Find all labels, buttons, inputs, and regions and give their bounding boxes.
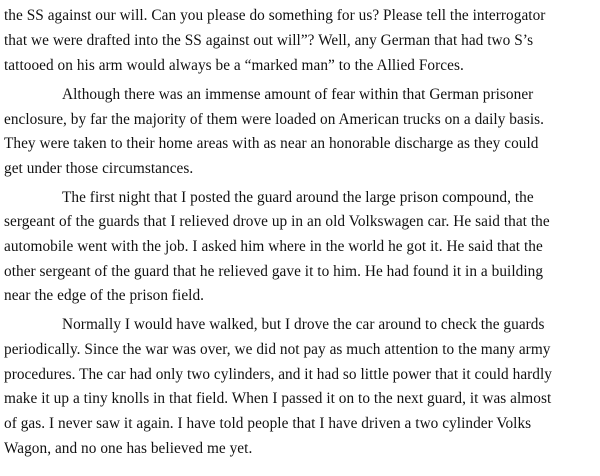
text-line: Although there was an immense amount of fear within that German prisoner (62, 86, 534, 103)
text-line: They were taken to their home areas with as near an honorable discharge as they could (4, 135, 539, 152)
text-line: other sergeant of the guard that he relieved gave it to him. He had found it in a building (4, 263, 544, 280)
text-line: Wagon, and no one has believed me yet. (4, 440, 253, 457)
text-line: The first night that I posted the guard around the large prison compound, the (62, 189, 534, 206)
text-line: that we were drafted into the SS against out will”? Well, any German that had two S’s (4, 32, 534, 49)
text-line: sergeant of the guards that I relieved drove up in an old Volkswagen car. He said that the (4, 213, 550, 230)
text-line: enclosure, by far the majority of them were loaded on American trucks on a daily basis. (4, 111, 544, 128)
text-line: procedures. The car had only two cylinders, and it had so little power that it could hardly (4, 366, 553, 383)
text-line: Normally I would have walked, but I drove the car around to check the guards (62, 316, 545, 333)
text-line: tattooed on his arm would always be a “marked man” to the Allied Forces. (4, 57, 464, 74)
text-line: automobile went with the job. I asked him where in the world he got it. He said that the (4, 238, 543, 255)
text-line: get under those circumstances. (4, 160, 194, 177)
text-line: periodically. Since the war was over, we did not pay as much attention to the many army (4, 341, 551, 358)
text-line: the SS against our will. Can you please do something for us? Please tell the interrogator (4, 7, 546, 24)
text-line: of gas. I never saw it again. I have told people that I have driven a two cylinder Volks (4, 415, 532, 432)
text-line: near the edge of the prison field. (4, 287, 205, 304)
text-line: make it up a tiny knolls in that field. When I passed it on to the next guard, it was almost (4, 390, 552, 407)
